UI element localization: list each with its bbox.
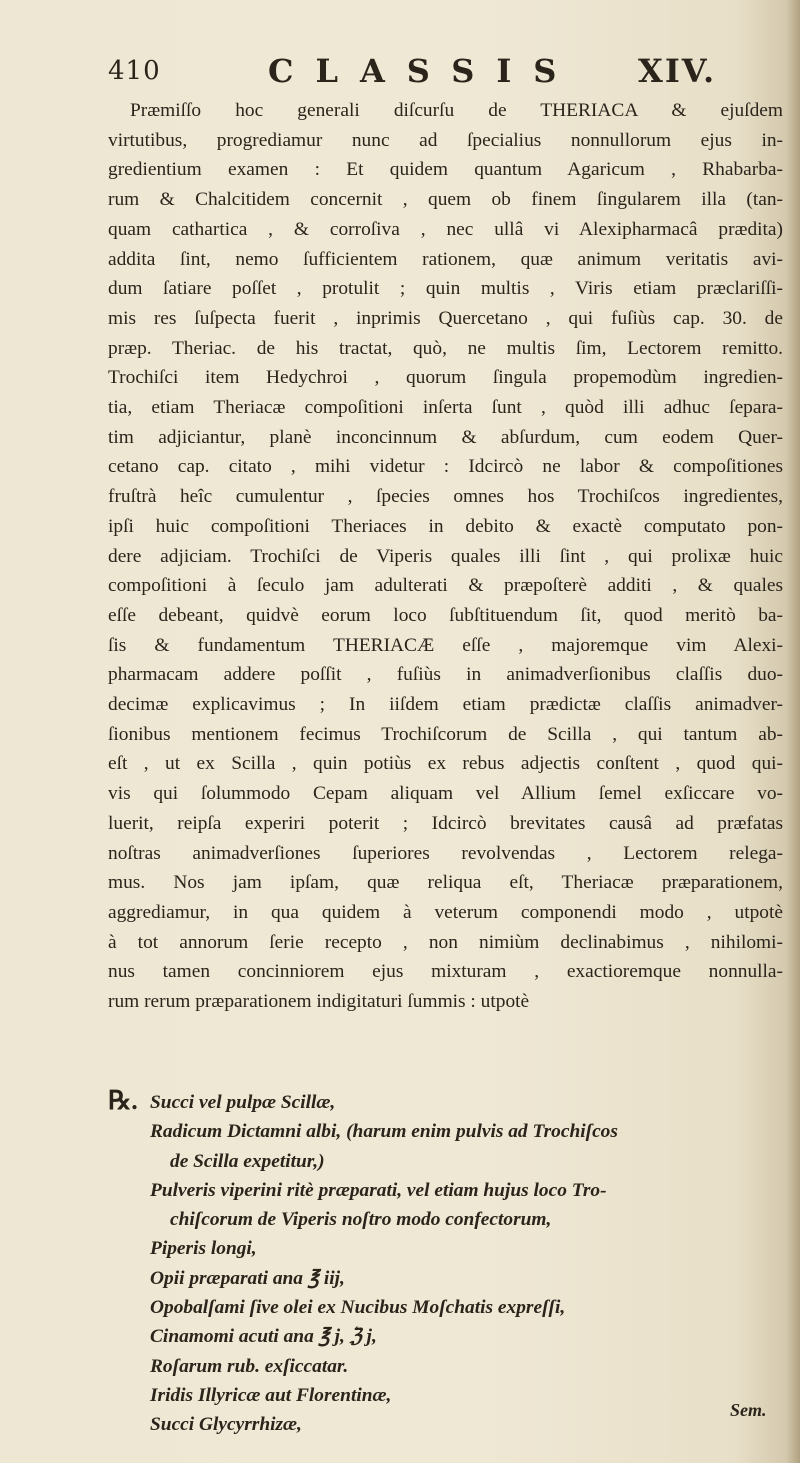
text-line: dum ſatiare poſſet , protulit ; quin multis , Viris etiam præclariſſi- xyxy=(108,278,783,300)
page-edge-shadow xyxy=(786,0,800,1463)
recipe-ingredient: de Scilla expetitur,) xyxy=(170,1150,325,1172)
body-paragraph xyxy=(108,96,783,1017)
text-line: ſionibus mentionem fecimus Trochiſcorum de Scilla , qui tantum ab- xyxy=(108,723,783,745)
recipe-ingredient: Opii præparati ana ℥ iij, xyxy=(150,1267,345,1289)
text-line: ipſi huic compoſitioni Theriaces in debito & exactè computato pon- xyxy=(108,515,783,537)
text-line: rum rerum præparationem indigitaturi ſummis : utpotè xyxy=(108,991,530,1013)
text-line: à tot annorum ſerie recepto , non nimiùm declinabimus , nihilomi- xyxy=(108,931,783,953)
page-header xyxy=(108,52,788,88)
text-line: mis res ſuſpecta fuerit , inprimis Quercetano , qui fuſiùs cap. 30. de xyxy=(108,307,783,329)
text-line: noſtras animadverſiones ſuperiores revolvendas , Lectorem relega- xyxy=(108,842,783,864)
recipe-ingredient: Succi vel pulpæ Scillæ, xyxy=(150,1092,336,1113)
recipe-ingredient: Roſarum rub. exſiccatar. xyxy=(150,1355,349,1377)
recipe-ingredient: Opobalſami ſive olei ex Nucibus Moſchatis expreſſi, xyxy=(150,1297,566,1319)
text-line: tia, etiam Theriacæ compoſitioni inſerta ſunt , quòd illi adhuc ſepara- xyxy=(108,397,783,419)
text-line: compoſitioni à ſeculo jam adulterati & præpoſterè additi , & quales xyxy=(108,575,783,597)
recipe-symbol: ℞. xyxy=(108,1086,138,1115)
text-line: Trochiſci item Hedychroi , quorum ſingula propemodùm ingredien- xyxy=(108,367,783,389)
recipe-ingredient: Cinamomi acuti ana ℥ j, ℨ j, xyxy=(150,1326,377,1348)
recipe-ingredient: Pulveris viperini ritè præparati, vel etiam hujus loco Tro- xyxy=(150,1179,607,1201)
recipe-ingredient: Succi Glycyrrhizæ, xyxy=(150,1414,302,1436)
recipe-ingredient: Piperis longi, xyxy=(150,1238,257,1260)
text-line: cetano cap. citato , mihi videtur : Idcircò ne labor & compoſitiones xyxy=(108,456,783,478)
text-line: fruſtrà heîc cumulentur , ſpecies omnes hos Trochiſcos ingredientes, xyxy=(108,486,783,508)
text-line: aggrediamur, in qua quidem à veterum componendi modo , utpotè xyxy=(108,901,783,923)
text-line: mus. Nos jam ipſam, quæ reliqua eſt, Theriacæ præparationem, xyxy=(108,872,783,894)
running-head: CLASSIS xyxy=(268,52,579,90)
text-line: luerit, reipſa experiri poterit ; Idcircò brevitates causâ ad præfatas xyxy=(108,812,783,834)
recipe-ingredient: Radicum Dictamni albi, (harum enim pulvis ad Trochiſcos xyxy=(150,1121,618,1143)
text-line: ſis & fundamentum THERIACÆ eſſe , majoremque vim Alexi- xyxy=(108,634,783,656)
text-line: pharmacam addere poſſit , fuſiùs in animadverſionibus claſſis duo- xyxy=(108,664,783,686)
text-line: vis qui ſolummodo Cepam aliquam vel Allium ſemel exſiccare vo- xyxy=(108,783,783,805)
recipe-ingredient: Iridis Illyricæ aut Florentinæ, xyxy=(150,1384,392,1406)
page-number: 410 xyxy=(108,56,161,86)
text-line: præp. Theriac. de his tractat, quò, ne multis ſim, Lectorem remitto. xyxy=(108,337,783,359)
text-line: eſt , ut ex Scilla , quin potiùs ex rebus adjectis conſtent , quod qui- xyxy=(108,753,783,775)
text-line: quam cathartica , & corroſiva , nec ullâ vi Alexipharmacâ prædita) xyxy=(108,218,783,240)
text-line: Præmiſſo hoc generali diſcurſu de THERIACA & ejuſdem xyxy=(130,100,783,121)
recipe-list xyxy=(108,1088,788,1440)
text-line: rum & Chalcitidem concernit , quem ob finem ſingularem illa (tan- xyxy=(108,189,783,211)
text-line: addita ſint, nemo ſufficientem rationem, quæ animum veritatis avi- xyxy=(108,248,783,270)
text-line: decimæ explicavimus ; In iiſdem etiam prædictæ claſſis animadver- xyxy=(108,694,783,716)
catchword: Sem. xyxy=(730,1400,767,1420)
recipe-ingredient: chiſcorum de Viperis noſtro modo confectorum, xyxy=(170,1209,552,1231)
text-line: dere adjiciam. Trochiſci de Viperis quales illi ſint , qui prolixæ huic xyxy=(108,545,783,567)
text-line: eſſe debeant, quidvè eorum loco ſubſtituendum ſit, quod meritò ba- xyxy=(108,604,783,626)
text-line: virtutibus, progrediamur nunc ad ſpecialius nonnullorum ejus in- xyxy=(108,129,783,151)
text-line: nus tamen concinniorem ejus mixturam , exactioremque nonnulla- xyxy=(108,961,783,983)
text-line: tim adjiciantur, planè inconcinnum & abſurdum, cum eodem Quer- xyxy=(108,426,783,448)
text-line: gredientium examen : Et quidem quantum Agaricum , Rhabarba- xyxy=(108,159,783,181)
class-number: XIV. xyxy=(638,52,717,90)
